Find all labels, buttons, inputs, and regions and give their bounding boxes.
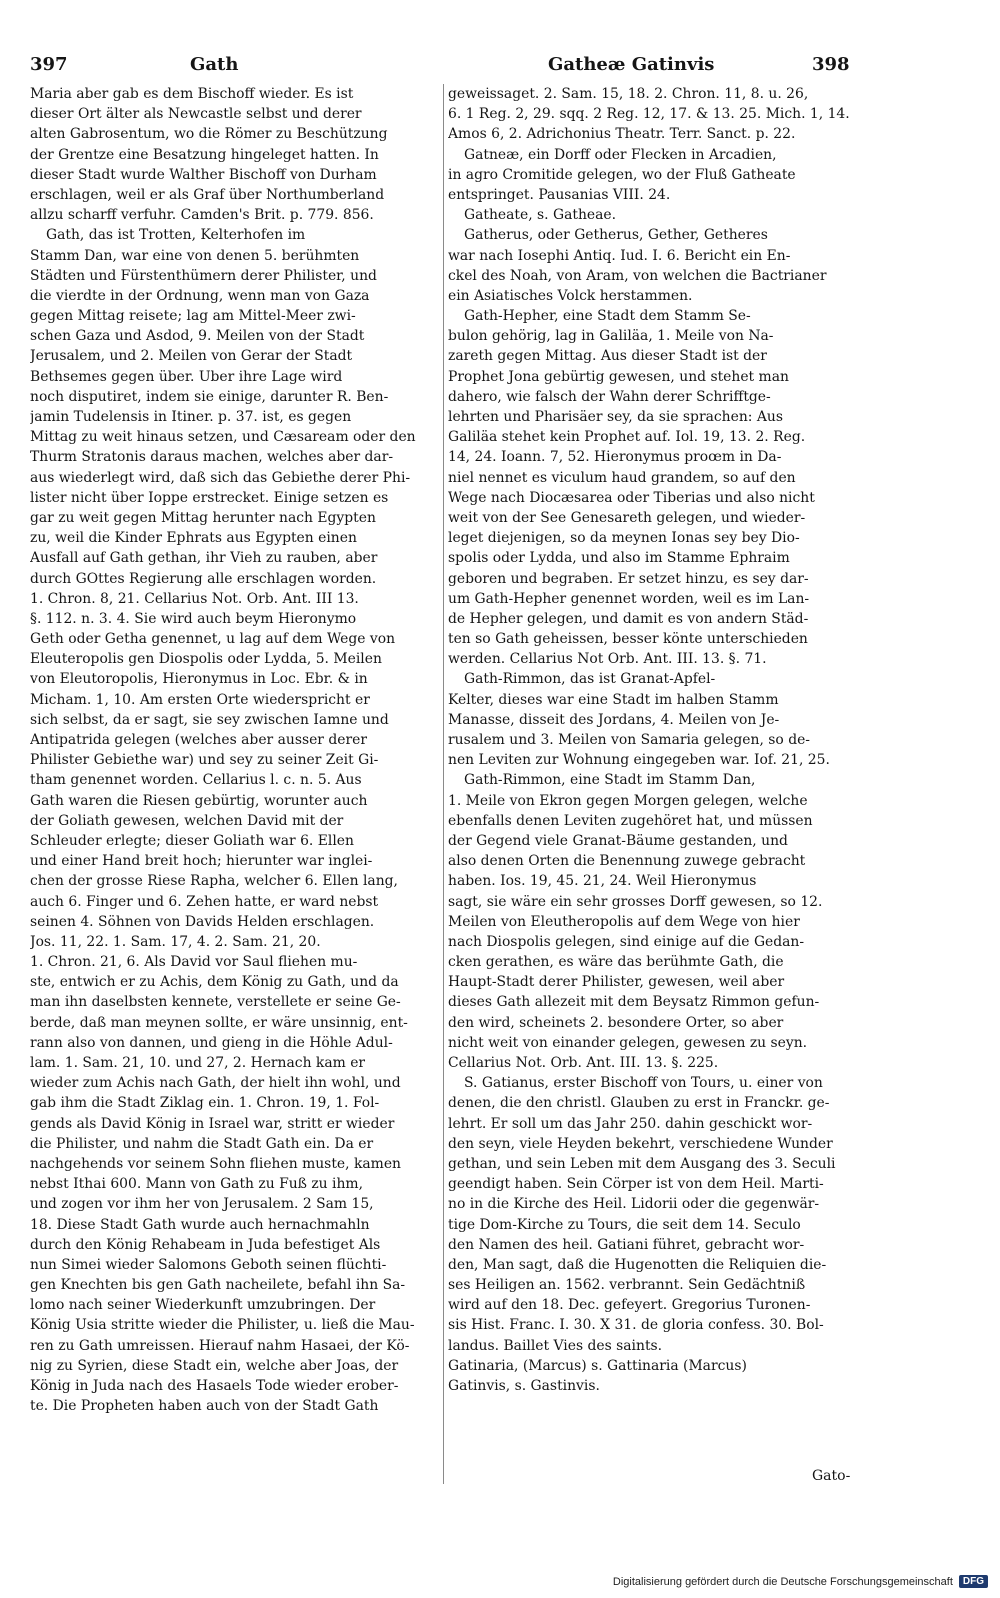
text-line: lehrt. Er soll um das Jahr 250. dahin geschickt wor- [448,1115,813,1132]
text-line: berde, daß man meynen sollte, er wäre unsinnig, ent- [30,1014,408,1031]
text-line: lam. 1. Sam. 21, 10. und 27, 2. Hernach kam er [30,1055,366,1071]
text-line: Gatherus, oder Getherus, Gether, Getheres [464,227,768,244]
text-line: jamin Tudelensis in Itiner. p. 37. ist, es gegen [30,409,352,425]
text-line: seinen 4. Söhnen von Davids Helden erschlagen. [30,913,375,930]
text-line: haben. Ios. 19, 45. 21, 24. Weil Hieronymus [448,873,757,890]
text-line: rann also von dannen, und gieng in die Höhle Adul- [30,1034,393,1051]
left-running-headword: Gath [190,54,239,75]
text-line: durch den König Rehabeam in Juda befestiget Als [30,1236,381,1253]
text-line: Schleuder erlegte; dieser Goliath war 6. Ellen [30,832,354,849]
text-line: in agro Cromitide gelegen, wo der Fluß Gatheate [448,166,796,183]
text-line: Wege nach Diocæsarea oder Tiberias und also nicht [448,489,815,506]
text-line: lomo nach seiner Wiederkunft umzubringen. Der [30,1297,376,1314]
text-line: Eleuteropolis gen Diospolis oder Lydda, 5. Meilen [30,651,382,668]
text-line: niel nennet es viculum haud grandem, so auf den [448,469,796,486]
text-line: geboren und begraben. Er setzet hinzu, es sey dar- [448,570,809,587]
text-line: weit von der See Genesareth gelegen, und wieder- [448,509,806,526]
text-line: nebst Ithai 600. Mann von Gath zu Fuß zu ihm, [30,1176,364,1193]
text-line: chen der grosse Riese Rapha, welcher 6. Ellen lang, [30,873,398,890]
text-line: geweissaget. 2. Sam. 15, 18. 2. Chron. 11, 8. u. 26, [448,86,809,102]
text-line: gen Knechten bis gen Gath nacheilete, befahl ihn Sa- [30,1277,406,1294]
text-line: Jerusalem, und 2. Meilen von Gerar der Stadt [30,348,353,365]
text-line: nen Leviten zur Wohnung eingegeben war. Iof. 21, 25. [448,752,830,769]
text-line: noch disputiret, indem sie einige, darunter R. Ben- [30,388,389,405]
text-line: erschlagen, weil er als Graf über Northumberland [30,186,385,203]
text-line: Stamm Dan, war eine von denen 5. berühmten [30,247,360,264]
text-line: Micham. 1, 10. Am ersten Orte wiederspricht er [30,691,370,708]
text-line: ste, entwich er zu Achis, dem König zu Gath, und da [30,974,399,991]
text-line: König in Juda nach des Hasaels Tode wieder erober- [30,1378,399,1394]
text-line: lister nicht über Ioppe erstrecket. Einige setzen es [30,489,389,506]
text-line: ein Asiatisches Volck herstammen. [448,287,693,304]
text-line: 1. Meile von Ekron gegen Morgen gelegen, welche [448,792,808,809]
text-line: Cellarius Not. Orb. Ant. III. 13. §. 225. [448,1055,719,1071]
text-line: spolis oder Lydda, und also im Stamme Ephraim [448,550,790,567]
text-line: cken gerathen, es wäre das berühmte Gath, die [448,954,784,971]
right-page-number: 398 [812,54,850,75]
left-page-number: 397 [30,54,68,75]
text-line: nachgehends vor seinem Sohn fliehen muste, kamen [30,1155,401,1172]
text-line: ten so Gath geheissen, besser könte unterschieden [448,631,808,648]
text-line: Meilen von Eleutheropolis auf dem Wege von hier [448,913,800,930]
dfg-logo: DFG [959,1575,988,1588]
text-line: dieser Ort älter als Newcastle selbst und derer [30,106,362,123]
text-line: S. Gatianus, erster Bischoff von Tours, u. einer von [464,1075,823,1092]
text-line: und zogen vor ihm her von Jerusalem. 2 Sam 15, [30,1196,374,1213]
text-line: Antipatrida gelegen (welches aber ausser derer [30,732,367,748]
text-line: König Usia stritte wieder die Philister, u. ließ die Mau- [30,1317,415,1334]
text-line: werden. Cellarius Not Orb. Ant. III. 13. §. 71. [448,651,767,668]
text-line: §. 112. n. 3. 4. Sie wird auch beym Hieronymo [30,610,357,627]
text-line: ren zu Gath umreissen. Hierauf nahm Hasaei, der Kö- [30,1337,410,1354]
text-line: nach Diospolis gelegen, sind einige auf die Gedan- [448,933,805,950]
text-line: Kelter, dieses war eine Stadt im halben Stamm [448,691,779,708]
text-line: bulon gehörig, lag in Galiläa, 1. Meile von Na- [448,328,774,345]
text-line: Gatinvis, s. Gastinvis. [448,1378,600,1394]
digitization-footer [613,1575,988,1588]
text-line: war nach Iosephi Antiq. Iud. I. 6. Bericht ein En- [448,247,791,264]
text-line: den seyn, viele Heyden bekehrt, verschiedene Wunder [448,1135,833,1152]
text-line: aus wiederlegt wird, daß sich das Gebiethe derer Phi- [30,469,411,486]
text-line: Thurm Stratonis daraus machen, welches aber dar- [30,449,394,466]
text-line: 18. Diese Stadt Gath wurde auch hernachmahln [30,1216,370,1233]
text-line: dieses Gath allezeit mit dem Beysatz Rimmon gefun- [448,994,820,1011]
text-line: nig zu Syrien, diese Stadt ein, welche aber Joas, der [30,1357,399,1374]
text-line: man ihn daselbsten kennete, verstellete er seine Ge- [30,994,401,1011]
text-line: leget diejenigen, so da meynen Ionas sey bey Dio- [448,530,800,547]
text-line: Gath, das ist Trotten, Kelterhofen im [46,227,306,244]
text-line: entspringet. Pausanias VIII. 24. [448,186,671,203]
text-line: Bethsemes gegen über. Uber ihre Lage wird [30,368,343,385]
text-line: Haupt-Stadt derer Philister, gewesen, weil aber [448,974,785,991]
text-line: Philister Gebiethe war) und sey zu seiner Zeit Gi- [30,752,379,769]
text-line: ebenfalls denen Leviten zugehöret hat, und müssen [448,812,813,829]
text-line: Manasse, disseit des Jordans, 4. Meilen von Je- [448,711,780,728]
text-line: gends als David König in Israel war, stritt er wieder [30,1115,395,1132]
text-line: der Gegend viele Granat-Bäume gestanden, und [448,832,788,849]
text-line: 14, 24. Ioann. 7, 52. Hieronymus proœm in Da- [448,449,782,466]
text-line: Gath waren die Riesen gebürtig, worunter auch [30,792,368,809]
text-line: Gatneæ, ein Dorff oder Flecken in Arcadien, [464,146,777,163]
text-line: Ausfall auf Gath gethan, ihr Vieh zu rauben, aber [30,550,378,567]
text-line: zu, weil die Kinder Ephrats aus Egypten einen [30,530,357,547]
footer-credit-text: Digitalisierung gefördert durch die Deutsche Forschungsgemeinschaft [612,1575,953,1588]
text-line: durch GOttes Regierung alle erschlagen worden. [30,570,377,587]
text-line: Galiläa stehet kein Prophet auf. Iol. 19, 13. 2. Reg. [448,429,806,446]
text-line: gegen Mittag reisete; lag am Mittel-Meer zwi- [30,308,356,325]
text-line: Gath-Hepher, eine Stadt dem Stamm Se- [464,308,751,325]
text-line: gar zu weit gegen Mittag herunter nach Egypten [30,509,376,526]
text-line: alten Gabrosentum, wo die Römer zu Beschützung [30,126,388,143]
text-line: Gath-Rimmon, das ist Granat-Apfel- [464,671,716,688]
text-line: Gath-Rimmon, eine Stadt im Stamm Dan, [464,772,756,789]
text-line: nun Simei wieder Salomons Geboth seinen flüchti- [30,1256,387,1273]
left-text-column [30,84,440,1416]
text-line: Städten und Fürstenthümern derer Philister, und [30,267,377,284]
text-line: Prophet Jona gebürtig gewesen, und stehet man [448,368,789,385]
text-line: und einer Hand breit hoch; hierunter war inglei- [30,853,373,870]
text-line: zareth gegen Mittag. Aus dieser Stadt ist der [448,348,767,365]
right-text-column [448,84,850,1396]
text-line: also denen Orten die Benennung zuwege gebracht [448,853,806,870]
text-line: denen, die den christl. Glauben zu erst in Franckr. ge- [448,1095,830,1112]
text-line: Jos. 11, 22. 1. Sam. 17, 4. 2. Sam. 21, 20. [30,933,321,950]
text-line: dieser Stadt wurde Walther Bischoff von Durham [30,166,377,183]
text-line: der Goliath gewesen, welchen David mit der [30,812,344,829]
text-line: schen Gaza und Asdod, 9. Meilen von der Stadt [30,328,365,345]
text-line: der Grentze eine Besatzung hingeleget hatten. In [30,146,379,163]
column-divider [443,84,444,1484]
text-line: Geth oder Getha genennet, u lag auf dem Wege von [30,631,396,648]
text-line: 6. 1 Reg. 2, 29. sqq. 2 Reg. 12, 17. & 13. 25. Mich. 1, 14. [448,106,850,123]
text-line: no in die Kirche des Heil. Lidorii oder die gegenwär- [448,1196,820,1213]
text-line: ses Heiligen an. 1562. verbrannt. Sein Gedächtniß [448,1277,806,1294]
text-line: gethan, und sein Leben mit dem Ausgang des 3. Seculi [448,1155,836,1172]
text-line: den wird, scheinets 2. besondere Orter, so aber [448,1014,784,1031]
text-line: auch 6. Finger und 6. Zehen hatte, er ward nebst [30,893,379,910]
text-line: sis Hist. Franc. I. 30. X 31. de gloria confess. 30. Bol- [448,1317,824,1334]
text-line: die Philister, und nahm die Stadt Gath ein. Da er [30,1135,374,1152]
catchword: Gato- [812,1468,851,1484]
text-line: um Gath-Hepher genennet worden, weil es im Lan- [448,590,810,607]
text-line: rusalem und 3. Meilen von Samaria gelegen, so de- [448,732,811,748]
text-line: Amos 6, 2. Adrichonius Theatr. Terr. Sanct. p. 22. [448,126,796,143]
text-line: de Hepher gelegen, und damit es von andern Städ- [448,610,809,627]
text-line: wieder zum Achis nach Gath, der hielt ihn wohl, und [30,1075,401,1092]
text-line: ckel des Noah, von Aram, von welchen die Bactrianer [448,267,827,284]
text-line: landus. Baillet Vies des saints. [448,1337,663,1354]
text-line: die vierdte in der Ordnung, wenn man von Gaza [30,287,370,304]
text-line: geendigt haben. Sein Cörper ist von dem Heil. Marti- [448,1176,824,1193]
text-line: tham genennet worden. Cellarius l. c. n. 5. Aus [30,772,362,789]
text-line: Gatheate, s. Gatheae. [464,207,617,224]
text-line: den Namen des heil. Gatiani führet, gebracht wor- [448,1236,805,1253]
text-line: von Eleutoropolis, Hieronymus in Loc. Ebr. & in [30,671,368,688]
text-line: sagt, sie wäre ein sehr grosses Dorff gewesen, so 12. [448,893,823,910]
text-line: gab ihm die Stadt Ziklag ein. 1. Chron. 19, 1. Fol- [30,1095,380,1112]
text-line: nicht weit von einander gelegen, gewesen zu seyn. [448,1034,808,1051]
text-line: 1. Chron. 21, 6. Als David vor Saul fliehen mu- [30,954,358,971]
text-line: sich selbst, da er sagt, sie sey zwischen Iamne und [30,711,389,728]
text-line: Mittag zu weit hinaus setzen, und Cæsaream oder den [30,429,416,446]
text-line: Gatinaria, (Marcus) s. Gattinaria (Marcus) [448,1357,747,1374]
text-line: allzu scharff verfuhr. Camden's Brit. p. 779. 856. [30,207,374,224]
text-line: wird auf den 18. Dec. gefeyert. Gregorius Turonen- [448,1297,811,1314]
text-line: tige Dom-Kirche zu Tours, die seit dem 14. Seculo [448,1216,801,1233]
text-line: 1. Chron. 8, 21. Cellarius Not. Orb. Ant. III 13. [30,590,359,607]
text-line: dahero, wie falsch der Wahn derer Schrifftge- [448,388,771,405]
text-line: te. Die Propheten haben auch von der Stadt Gath [30,1398,379,1415]
text-line: lehrten und Pharisäer sey, da sie sprachen: Aus [448,409,783,425]
text-line: den, Man sagt, daß die Hugenotten die Reliquien die- [448,1256,827,1273]
right-running-headword: Gatheæ Gatinvis [548,54,715,75]
text-line: Maria aber gab es dem Bischoff wieder. Es ist [30,86,354,102]
